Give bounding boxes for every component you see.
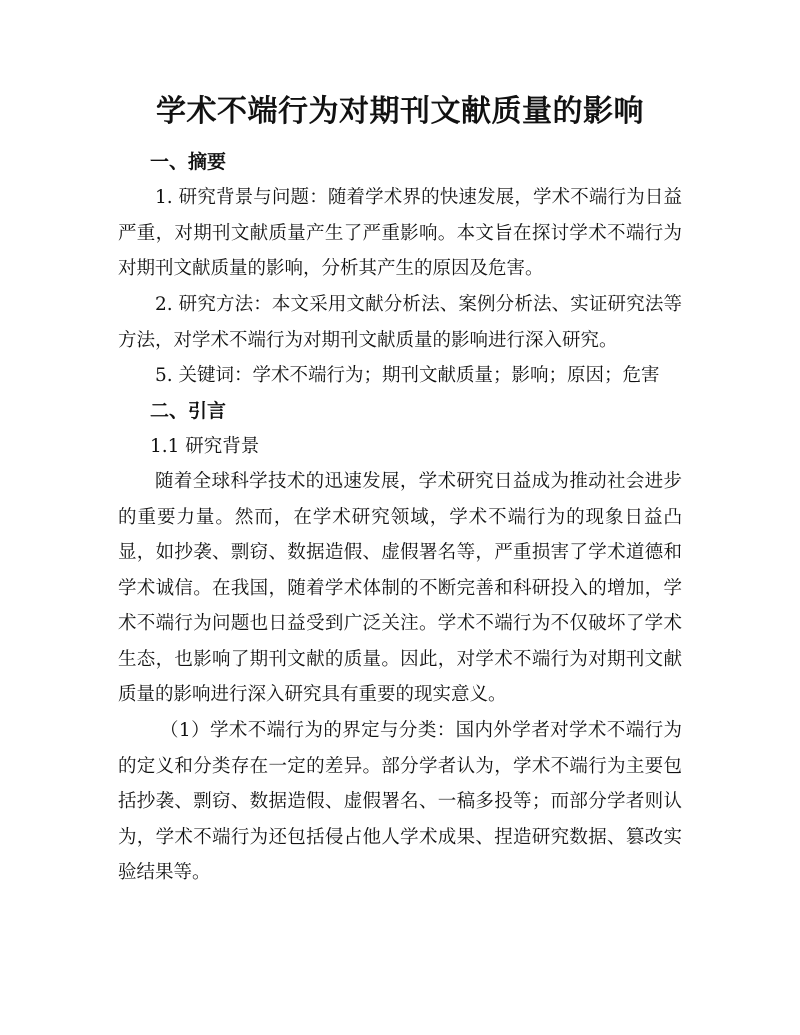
introduction-paragraph-definition: （1）学术不端行为的界定与分类：国内外学者对学术不端行为的定义和分类存在一定的差异。部分学者认为，学术不端行为主要包括抄袭、剽窃、数据造假、虚假署名、一稿多投等；而部分学者则认为，学术不端行为还包括侵占他人学术成果、捏造研究数据、篡改实验结果等。 — [118, 720, 682, 883]
abstract-item-keywords: 5. 关键词：学术不端行为；期刊文献质量；影响；原因；危害 — [155, 365, 660, 386]
introduction-paragraph-background: 随着全球科学技术的迅速发展，学术研究日益成为推动社会进步的重要力量。然而，在学术研究领域，学术不端行为的现象日益凸显，如抄袭、剽窃、数据造假、虚假署名等，严重损害了学术道德和学术诚信。在我国，随着学术体制的不断完善和科研投入的增加，学术不端行为问题也日益受到广泛关注。学术不端行为不仅破坏了学术生态，也影响了期刊文献的质量。因此，对学术不端行为对期刊文献质量的影响进行深入研究具有重要的现实意义。 — [118, 471, 682, 705]
introduction-heading: 二、引言 — [150, 400, 227, 422]
abstract-item-methods: 2. 研究方法：本文采用文献分析法、案例分析法、实证研究法等方法，对学术不端行为对期刊文献质量的影响进行深入研究。 — [118, 294, 682, 351]
document-title: 学术不端行为对期刊文献质量的影响 — [156, 94, 644, 129]
introduction-subheading: 1.1 研究背景 — [150, 436, 260, 457]
abstract-heading: 一、摘要 — [150, 151, 227, 173]
abstract-item-background: 1. 研究背景与问题：随着学术界的快速发展，学术不端行为日益严重，对期刊文献质量产生了严重影响。本文旨在探讨学术不端行为对期刊文献质量的影响，分析其产生的原因及危害。 — [118, 187, 682, 279]
